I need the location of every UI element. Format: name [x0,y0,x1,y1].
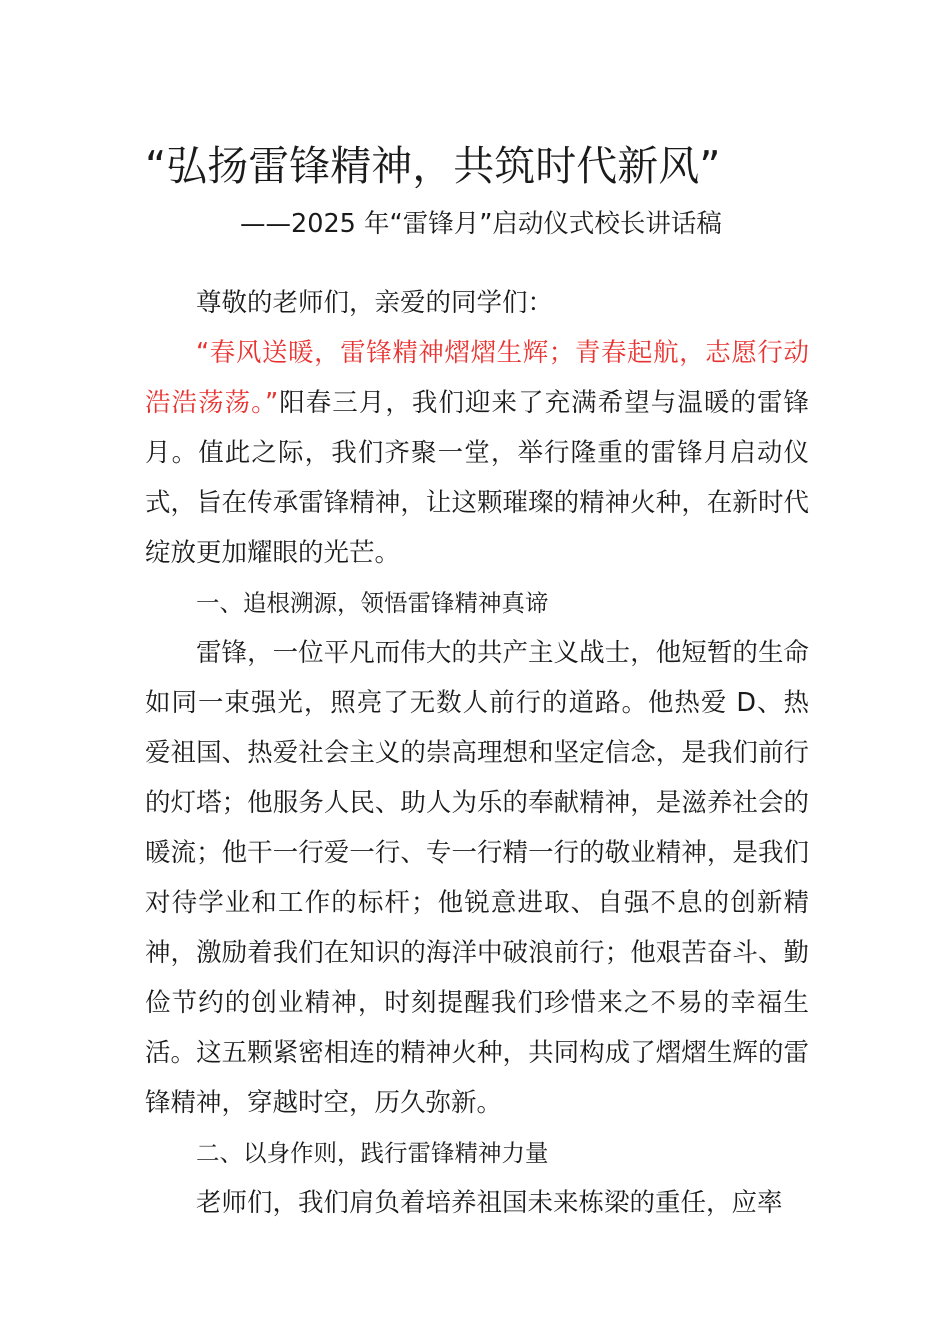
section-paragraph-1: 雷锋，一位平凡而伟大的共产主义战士，他短暂的生命如同一束强光，照亮了无数人前行的道路。他热爱 D、热爱祖国、热爱社会主义的崇高理想和坚定信念，是我们前行的灯塔；他服务人民、助人为乐的奉献精神，是滋养社会的暖流；他干一行爱一行、专一行精一行的敬业精神，是我们对待学业和工作的标杆；他锐意进取、自强不息的创新精神，激励着我们在知识的海洋中破浪前行；他艰苦奋斗、勤俭节约的创业精神，时刻提醒我们珍惜来之不易的幸福生活。这五颗紧密相连的精神火种，共同构成了熠熠生辉的雷锋精神，穿越时空，历久弥新。 [145,638,809,1118]
section-heading-1: 一、追根溯源，领悟雷锋精神真谛 [196,589,549,617]
section-heading-2: 二、以身作则，践行雷锋精神力量 [196,1139,549,1167]
section-paragraph-2: 老师们，我们肩负着培养祖国未来栋梁的重任，应率 [196,1188,783,1218]
intro-quote: “春风送暖，雷锋精神熠熠生辉；青春起航，志愿行动浩浩荡荡。” [145,338,809,418]
document-body [145,278,809,1228]
document-subtitle: ——2025 年“雷锋月”启动仪式校长讲话稿 [240,209,722,239]
document-title: “弘扬雷锋精神，共筑时代新风” [145,142,721,190]
intro-paragraph [145,328,809,578]
intro-text: 阳春三月，我们迎来了充满希望与温暖的雷锋月。值此之际，我们齐聚一堂，举行隆重的雷锋月启动仪式，旨在传承雷锋精神，让这颗璀璨的精神火种，在新时代绽放更加耀眼的光芒。 [145,388,809,568]
salutation: 尊敬的老师们，亲爱的同学们： [196,288,554,318]
